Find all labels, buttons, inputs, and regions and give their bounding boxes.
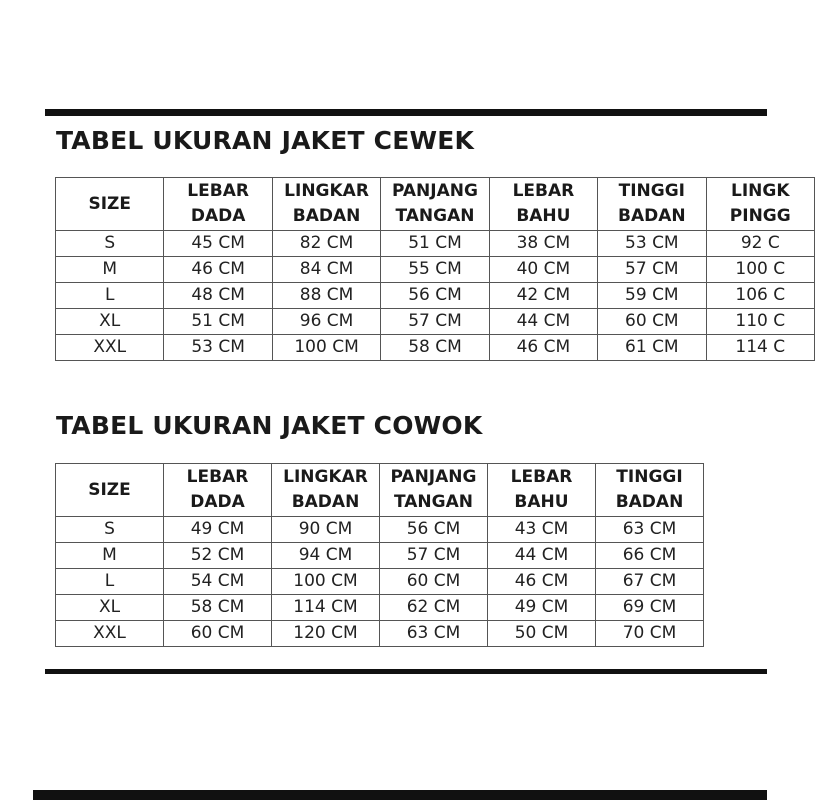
table-cell: 100 CM	[272, 335, 380, 361]
header-size: SIZE	[56, 178, 164, 231]
table-cell: 52 CM	[164, 543, 272, 569]
table-cell: 46 CM	[489, 335, 597, 361]
table-cell: 69 CM	[596, 595, 704, 621]
table-cell: 61 CM	[598, 335, 706, 361]
header-lingkar-badan: LINGKAR BADAN	[272, 178, 380, 231]
table-cell: 58 CM	[164, 595, 272, 621]
table-cell: 120 CM	[272, 621, 380, 647]
table-cell: 45 CM	[164, 231, 272, 257]
table-cell: 100 C	[706, 257, 814, 283]
table-cell: 40 CM	[489, 257, 597, 283]
cewek-size-table	[55, 177, 815, 361]
header-lebar-dada: LEBAR DADA	[164, 178, 272, 231]
table-cell: 49 CM	[164, 517, 272, 543]
table-cell: XXL	[56, 335, 164, 361]
table-cell: 48 CM	[164, 283, 272, 309]
table-cell: 46 CM	[164, 257, 272, 283]
header-panjang-tangan: PANJANG TANGAN	[380, 464, 488, 517]
table-cell: 92 C	[706, 231, 814, 257]
table-cell: 44 CM	[489, 309, 597, 335]
header-lebar-bahu: LEBAR BAHU	[488, 464, 596, 517]
cowok-table-title: TABEL UKURAN JAKET COWOK	[56, 411, 483, 440]
table-cell: 57 CM	[598, 257, 706, 283]
table-cell: 100 CM	[272, 569, 380, 595]
table-cell: M	[56, 257, 164, 283]
table-row	[56, 621, 704, 647]
header-lingkar-badan: LINGKAR BADAN	[272, 464, 380, 517]
cewek-table-title: TABEL UKURAN JAKET CEWEK	[56, 126, 475, 155]
table-cell: 114 C	[706, 335, 814, 361]
table-cell: XL	[56, 309, 164, 335]
table-cell: 46 CM	[488, 569, 596, 595]
table-cell: 60 CM	[380, 569, 488, 595]
table-cell: 60 CM	[164, 621, 272, 647]
header-panjang-tangan: PANJANG TANGAN	[381, 178, 489, 231]
table-cell: 96 CM	[272, 309, 380, 335]
header-tinggi-badan: TINGGI BADAN	[598, 178, 706, 231]
table-cell: 56 CM	[381, 283, 489, 309]
table-row	[56, 335, 815, 361]
table-header-row	[56, 178, 815, 231]
table-cell: 43 CM	[488, 517, 596, 543]
table-cell: 42 CM	[489, 283, 597, 309]
table-cell: 84 CM	[272, 257, 380, 283]
table-row	[56, 309, 815, 335]
table-row	[56, 517, 704, 543]
table-cell: 44 CM	[488, 543, 596, 569]
table-cell: 57 CM	[380, 543, 488, 569]
table-cell: 53 CM	[598, 231, 706, 257]
table-cell: L	[56, 283, 164, 309]
table-cell: 63 CM	[596, 517, 704, 543]
table-cell: 110 C	[706, 309, 814, 335]
table-cell: 82 CM	[272, 231, 380, 257]
table-cell: 60 CM	[598, 309, 706, 335]
cowok-size-table	[55, 463, 704, 647]
table-cell: 63 CM	[380, 621, 488, 647]
table-cell: M	[56, 543, 164, 569]
table-row	[56, 569, 704, 595]
table-cell: XXL	[56, 621, 164, 647]
header-lebar-dada: LEBAR DADA	[164, 464, 272, 517]
table-cell: 67 CM	[596, 569, 704, 595]
table-cell: 54 CM	[164, 569, 272, 595]
table-row	[56, 595, 704, 621]
header-lebar-bahu: LEBAR BAHU	[489, 178, 597, 231]
table-cell: 90 CM	[272, 517, 380, 543]
table-cell: 55 CM	[381, 257, 489, 283]
table-cell: L	[56, 569, 164, 595]
table-cell: 94 CM	[272, 543, 380, 569]
table-cell: S	[56, 231, 164, 257]
table-cell: 59 CM	[598, 283, 706, 309]
table-cell: S	[56, 517, 164, 543]
table-cell: 58 CM	[381, 335, 489, 361]
table-cell: 51 CM	[164, 309, 272, 335]
table-cell: 49 CM	[488, 595, 596, 621]
table-cell: 114 CM	[272, 595, 380, 621]
table-cell: 88 CM	[272, 283, 380, 309]
table-cell: XL	[56, 595, 164, 621]
table-cell: 50 CM	[488, 621, 596, 647]
header-lingkar-pinggang: LINGK PINGG	[706, 178, 814, 231]
header-tinggi-badan: TINGGI BADAN	[596, 464, 704, 517]
table-cell: 106 C	[706, 283, 814, 309]
table-cell: 57 CM	[381, 309, 489, 335]
table-row	[56, 543, 704, 569]
table-cell: 56 CM	[380, 517, 488, 543]
table-row	[56, 257, 815, 283]
table-header-row	[56, 464, 704, 517]
middle-divider	[45, 669, 767, 674]
table-cell: 51 CM	[381, 231, 489, 257]
table-cell: 53 CM	[164, 335, 272, 361]
table-cell: 70 CM	[596, 621, 704, 647]
bottom-divider	[33, 790, 767, 800]
header-size: SIZE	[56, 464, 164, 517]
table-row	[56, 231, 815, 257]
table-cell: 38 CM	[489, 231, 597, 257]
table-cell: 62 CM	[380, 595, 488, 621]
table-row	[56, 283, 815, 309]
table-cell: 66 CM	[596, 543, 704, 569]
